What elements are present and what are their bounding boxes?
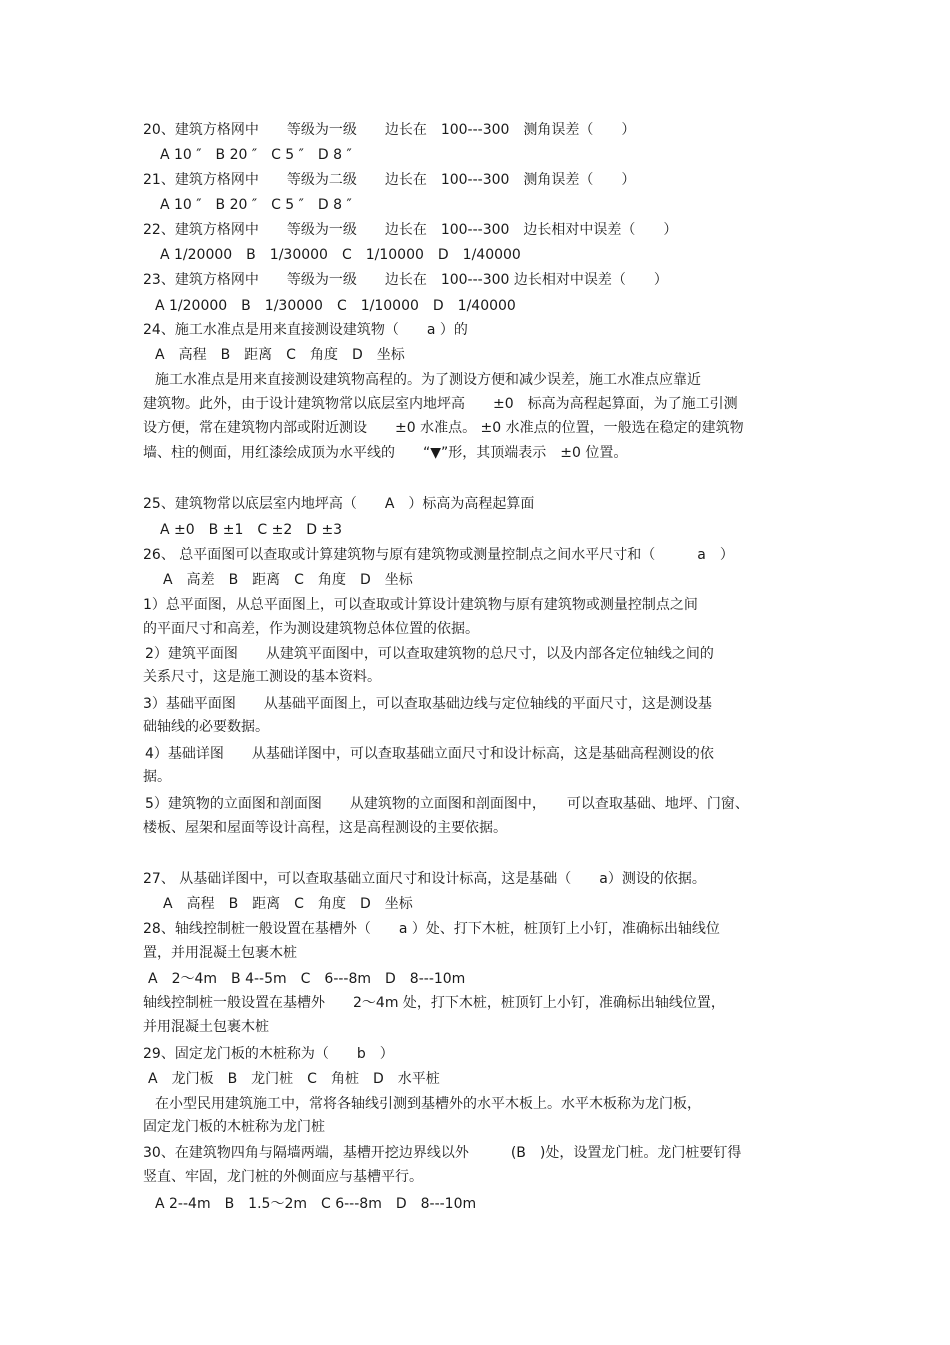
options-24: A 高程 B 距离 C 角度 D 坐标 (155, 347, 405, 363)
options-22: A 1/20000 B 1/30000 C 1/10000 D 1/40000 (160, 247, 521, 263)
question-29: 29、固定龙门板的木桩称为（ b ） (143, 1046, 394, 1062)
explanation-26-line: 的平面尺寸和高差，作为测设建筑物总体位置的依据。 (143, 621, 479, 637)
question-23: 23、建筑方格网中 等级为一级 边长在 100---300 边长相对中误差（ ） (143, 272, 668, 288)
explanation-26-line: 楼板、屋架和屋面等设计高程，这是高程测设的主要依据。 (143, 820, 507, 836)
explanation-26-line: 据。 (143, 769, 171, 785)
question-30-line: 竖直、牢固，龙门桩的外侧面应与基槽平行。 (143, 1169, 423, 1185)
explanation-26-line: 5）建筑物的立面图和剖面图 从建筑物的立面图和剖面图中， 可以查取基础、地坪、门窗、 (145, 796, 749, 812)
options-28: A 2～4m B 4--5m C 6---8m D 8---10m (148, 971, 466, 987)
explanation-26-line: 3）基础平面图 从基础平面图上，可以查取基础边线与定位轴线的平面尺寸，这是测设基 (143, 696, 712, 712)
question-28-line: 置，并用混凝土包裹木桩 (143, 945, 297, 961)
explanation-26-line: 2）建筑平面图 从建筑平面图中，可以查取建筑物的总尺寸，以及内部各定位轴线之间的 (145, 646, 714, 662)
question-20: 20、建筑方格网中 等级为一级 边长在 100---300 测角误差（ ） (143, 122, 636, 138)
options-26: A 高差 B 距离 C 角度 D 坐标 (163, 572, 413, 588)
explanation-24-line: 设方便，常在建筑物内部或附近测设 ±0 水准点。 ±0 水准点的位置，一般选在稳定的建筑物 (143, 420, 744, 436)
explanation-24-line: 施工水准点是用来直接测设建筑物高程的。为了测设方便和减少误差，施工水准点应靠近 (155, 372, 701, 388)
explanation-26-line: 础轴线的必要数据。 (143, 719, 269, 735)
question-22: 22、建筑方格网中 等级为一级 边长在 100---300 边长相对中误差（ ） (143, 222, 678, 238)
explanation-26-line: 4）基础详图 从基础详图中，可以查取基础立面尺寸和设计标高，这是基础高程测设的依 (145, 746, 714, 762)
options-25: A ±0 B ±1 C ±2 D ±3 (160, 522, 343, 538)
question-25: 25、建筑物常以底层室内地坪高（ A ）标高为高程起算面 (143, 496, 535, 512)
question-30: 30、在建筑物四角与隔墙两端，基槽开挖边界线以外 (B )处，设置龙门桩。龙门桩要钉得 (143, 1145, 742, 1161)
options-20: A 10 ″ B 20 ″ C 5 ″ D 8 ″ (160, 147, 352, 163)
explanation-29-line: 在小型民用建筑施工中，常将各轴线引测到基槽外的水平木板上。水平木板称为龙门板， (155, 1096, 701, 1112)
explanation-28-line: 并用混凝土包裹木桩 (143, 1019, 269, 1035)
question-26: 26、 总平面图可以查取或计算建筑物与原有建筑物或测量控制点之间水平尺寸和（ a ） (143, 547, 734, 563)
explanation-26-line: 关系尺寸，这是施工测设的基本资料。 (143, 669, 381, 685)
options-29: A 龙门板 B 龙门桩 C 角桩 D 水平桩 (148, 1071, 440, 1087)
options-27: A 高程 B 距离 C 角度 D 坐标 (163, 896, 413, 912)
options-21: A 10 ″ B 20 ″ C 5 ″ D 8 ″ (160, 197, 352, 213)
explanation-29-line: 固定龙门板的木桩称为龙门桩 (143, 1119, 325, 1135)
question-24: 24、施工水准点是用来直接测设建筑物（ a ）的 (143, 322, 468, 338)
question-28: 28、轴线控制桩一般设置在基槽外（ a ）处、打下木桩，桩顶钉上小钉，准确标出轴线位 (143, 921, 720, 937)
explanation-26-line: 1）总平面图，从总平面图上，可以查取或计算设计建筑物与原有建筑物或测量控制点之间 (143, 597, 698, 613)
options-30: A 2--4m B 1.5～2m C 6---8m D 8---10m (155, 1196, 477, 1212)
explanation-24-line: 建筑物。此外，由于设计建筑物常以底层室内地坪高 ±0 标高为高程起算面，为了施工引测 (143, 396, 738, 412)
question-27: 27、 从基础详图中，可以查取基础立面尺寸和设计标高，这是基础（ a）测设的依据。 (143, 871, 706, 887)
options-23: A 1/20000 B 1/30000 C 1/10000 D 1/40000 (155, 298, 516, 314)
question-21: 21、建筑方格网中 等级为二级 边长在 100---300 测角误差（ ） (143, 172, 636, 188)
explanation-24-line: 墙、柱的侧面，用红漆绘成顶为水平线的 “▼”形，其顶端表示 ±0 位置。 (143, 445, 628, 461)
explanation-28-line: 轴线控制桩一般设置在基槽外 2～4m 处，打下木桩，桩顶钉上小钉，准确标出轴线位置， (143, 995, 725, 1011)
